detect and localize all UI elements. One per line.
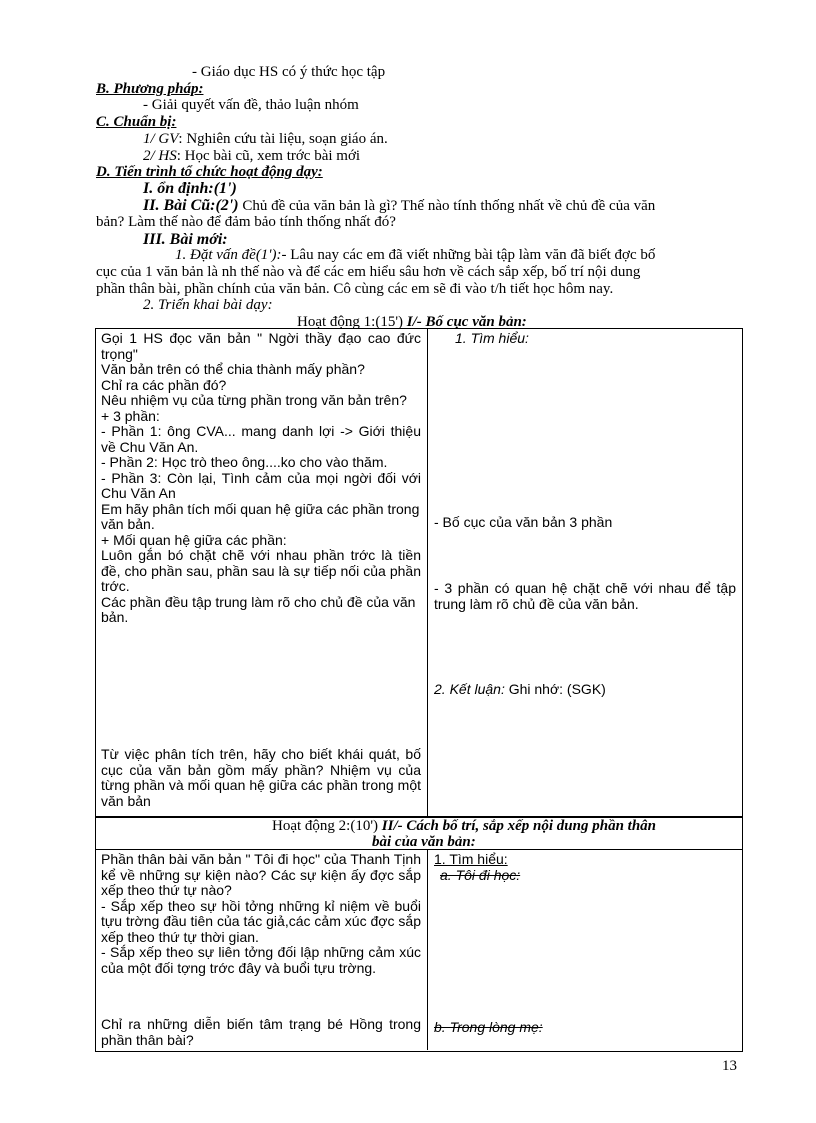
a1-left-3: Nêu nhiệm vụ của từng phần trong văn bản trên? — [101, 392, 407, 408]
activity1-left-column — [101, 331, 421, 626]
dat-van-de-line3: phần thân bài, phần chính của văn bản. Cô cùng các em sẽ đi vào t/h tiết học hôm nay. — [96, 281, 614, 297]
gv-text: : Nghiên cứu tài liệu, soạn giáo án. — [178, 131, 388, 147]
a1-left-11: Các phần đều tập trung làm rõ cho chủ đề của văn bản. — [101, 593, 416, 625]
a1-ketluan-label: 2. Kết luận: — [434, 681, 505, 697]
a1-left-1: Văn bản trên có thể chia thành mấy phần? — [101, 361, 365, 377]
a1-left-0: Gọi 1 HS đọc văn bản " Ngời thầy đạo cao đức trọng" — [101, 330, 421, 362]
a2-right-a: a. Tôi đi học: — [440, 867, 521, 883]
a2-left-3: Chỉ ra những diễn biến tâm trạng bé Hồng trong phần thân bài? — [101, 1016, 421, 1048]
section-b-heading: B. Phương pháp: — [96, 81, 204, 97]
activity2-header-line1 — [272, 818, 656, 835]
a1-left-10: Luôn gắn bó chặt chẽ với nhau phần trớc là tiền đề, cho phần sau, phần sau là sự tiếp nối của phần trớc. — [101, 547, 421, 594]
a1-left-2: Chỉ ra các phần đó? — [101, 376, 227, 393]
a1-right-quanhe: - 3 phần có quan hệ chặt chẽ với nhau để tập trung làm rõ chủ đề của văn bản. — [434, 580, 736, 612]
page-number: 13 — [722, 1058, 737, 1074]
a1-left-6: - Phần 2: Học trò theo ông....ko cho vào thăm. — [101, 454, 388, 470]
a1-left-4: + 3 phần: — [101, 407, 160, 424]
hs-text: : Học bài cũ, xem trớc bài mới — [176, 148, 361, 164]
a1-left-7: - Phần 3: Còn lại, Tình cảm của mọi ngời đối với Chu Văn An — [101, 469, 421, 501]
activity2-header-title1: II/- Cách bố trí, sắp xếp nội dung phần thân — [378, 818, 657, 834]
a1-left-12: Từ việc phân tích trên, hãy cho biết khái quát, bố cục của văn bản gồm mấy phần? Nhiệm vụ của từng phần và mối quan hệ giữa các phần trong một văn bản — [101, 746, 421, 809]
activity2-left-column — [101, 852, 421, 976]
step-bai-cu-text: Chủ đề của văn bản là gì? Thế nào tính thống nhất về chủ đề của văn — [238, 198, 656, 214]
a2-left-0: Phần thân bài văn bản " Tôi đi học" của Thanh Tịnh kể về những sự kiện nào? Các sự kiện ấy đợc sắp xếp theo thứ tự nào? — [101, 851, 421, 898]
section-d-heading: D. Tiến trình tổ chức hoạt động dạy: — [96, 164, 323, 180]
trien-khai: 2. Triển khai bài dạy: — [143, 297, 273, 313]
dat-van-de-text1: - Lâu nay các em đã viết những bài tập làm văn đã biết đợc bố — [281, 247, 656, 263]
step-on-dinh: I. ổn định:(1') — [143, 180, 237, 197]
a1-left-9: + Mối quan hệ giữa các phần: — [101, 531, 287, 548]
a2-left-1: - Sắp xếp theo sự hồi tởng những kỉ niệm về buổi tựu trờng đầu tiên của tác giả,các cảm xúc đợc sắp xếp theo thứ tự thời gian. — [101, 897, 421, 945]
a1-left-8: Em hãy phân tích mối quan hệ giữa các phần trong văn bản. — [101, 500, 420, 532]
line-phuongphap: - Giải quyết vấn đề, thảo luận nhóm — [143, 97, 359, 113]
a1-left-5: - Phần 1: ông CVA... mang danh lợi -> Giới thiệu về Chu Văn An. — [101, 423, 421, 455]
section-c-heading: C. Chuẩn bị: — [96, 114, 177, 130]
activity2-header-plain: Hoạt động 2:(10') — [272, 818, 379, 834]
activity1-header-plain: Hoạt động 1:(15') — [297, 314, 404, 330]
a2-right-b: b. Trong lòng mẹ: — [434, 1019, 543, 1035]
a1-right-timhieu: 1. Tìm hiểu: — [455, 330, 529, 346]
activity2-divider — [427, 849, 428, 1050]
step-bai-cu-cont: bản? Làm thế nào để đảm bảo tính thống nhất đó? — [96, 214, 396, 230]
gv-label: 1/ GV — [143, 131, 179, 147]
a1-right-bocuc: - Bố cục của văn bản 3 phần — [434, 514, 613, 530]
activity1-divider — [427, 328, 428, 817]
dat-van-de-label: 1. Đặt vấn đề(1'): — [175, 247, 282, 263]
line-gv — [143, 131, 388, 148]
a1-ketluan-text: Ghi nhớ: (SGK) — [504, 681, 606, 697]
dat-van-de-line1 — [175, 247, 655, 264]
activity2-header-title2: bài của văn bản: — [372, 834, 476, 850]
hs-label: 2/ HS — [143, 148, 177, 164]
step-bai-cu — [143, 197, 655, 215]
a1-right-ketluan — [434, 682, 606, 698]
dat-van-de-line2: cục của 1 văn bản là nh thế nào và để các em hiểu sâu hơn về cách sắp xếp, bố trí nội dung — [96, 264, 641, 280]
line-hs — [143, 148, 360, 165]
step-bai-cu-label: II. Bài Cũ:(2') — [143, 197, 239, 214]
activity1-header-title: I/- Bố cục văn bản: — [403, 314, 527, 330]
line-giaoduc: - Giáo dục HS có ý thức học tập — [192, 64, 386, 80]
a2-left-2: - Sắp xếp theo sự liên tởng đối lập những cảm xúc của một đối tợng trớc đây và buổi tựu trờng. — [101, 944, 421, 976]
a2-right-timhieu: 1. Tìm hiểu: — [434, 851, 508, 867]
step-bai-moi: III. Bài mới: — [143, 231, 228, 248]
